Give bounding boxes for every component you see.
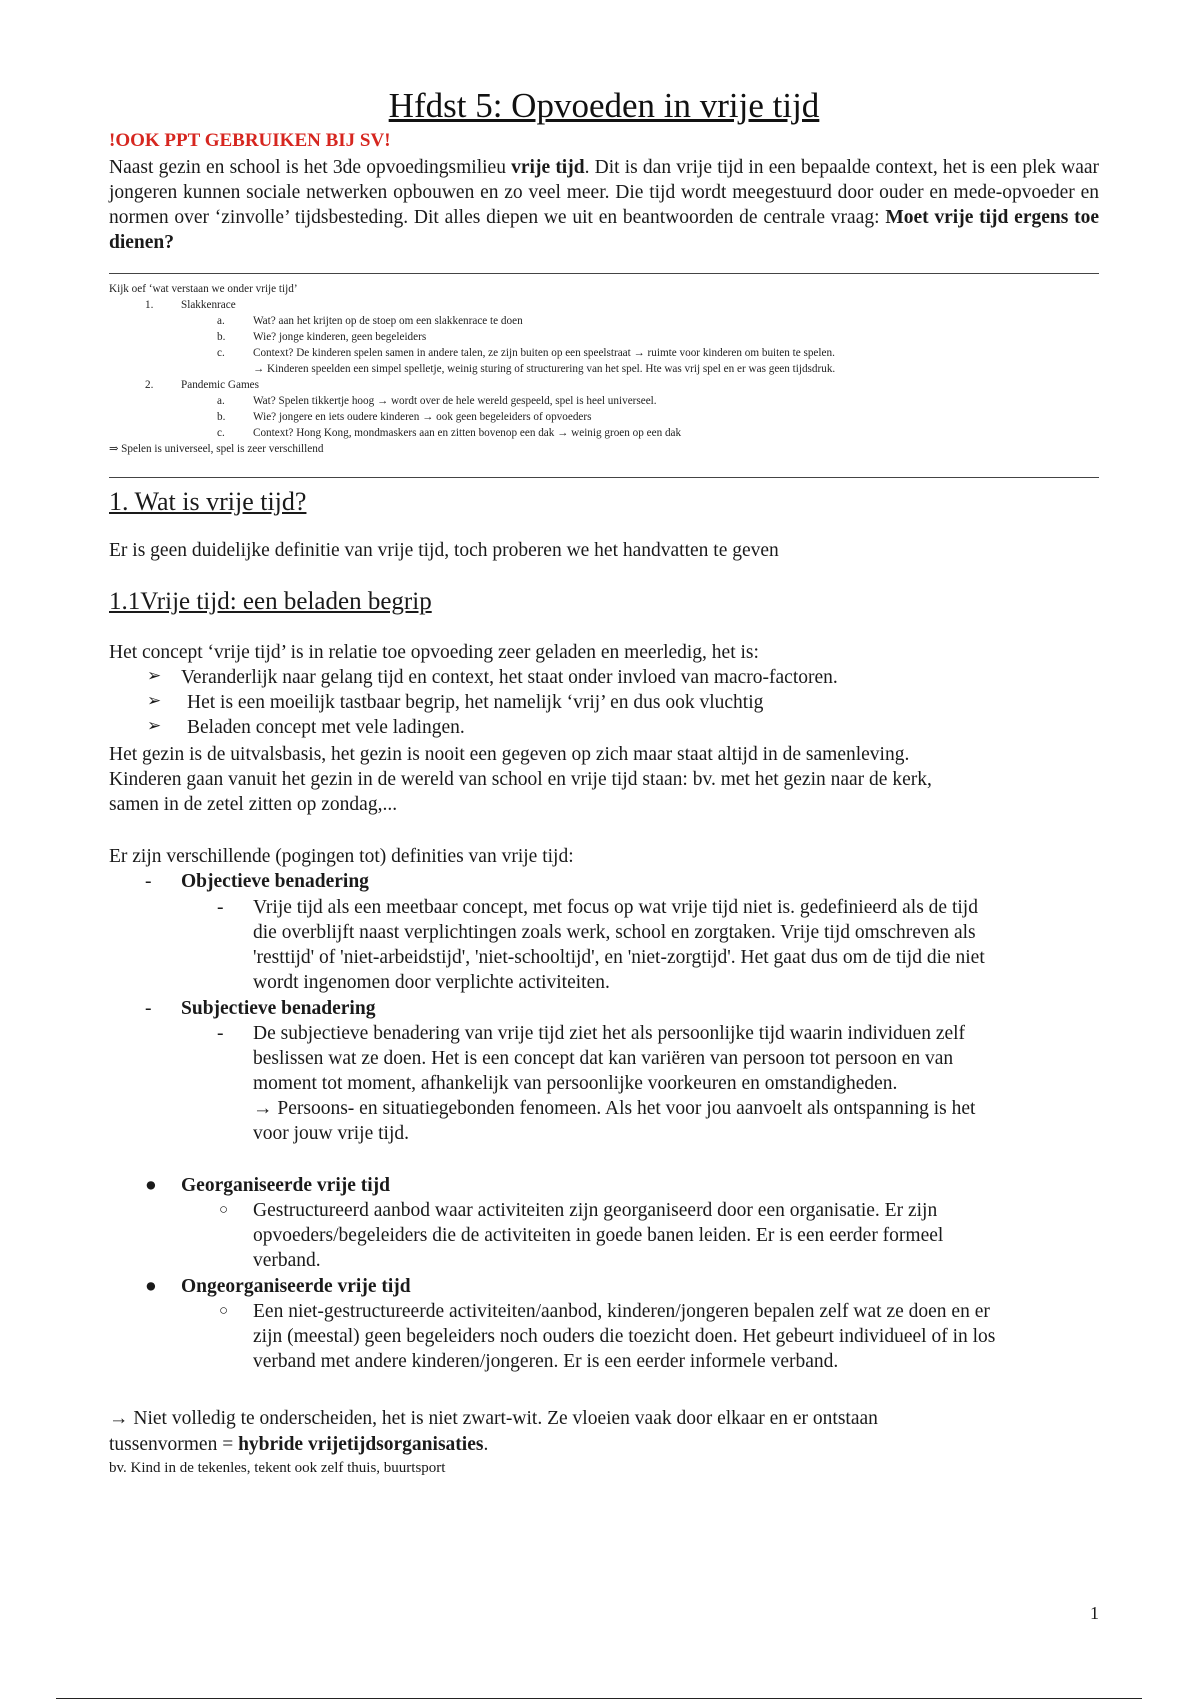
closing-line: → Niet volledig te onderscheiden, het is niet zwart-wit. Ze vloeien vaak door elkaar en er ontstaan	[109, 1408, 878, 1429]
circle-bullet-icon: ○	[219, 1202, 229, 1218]
arrow-list-item: Beladen concept met vele ladingen.	[187, 717, 465, 738]
bullet-dot-icon: ●	[145, 1276, 157, 1297]
notes-sub-letter: c.	[217, 347, 225, 359]
notes-conclusion: ⇒ Spelen is universeel, spel is zeer verschillend	[109, 443, 324, 455]
notes-sub-text: Wie? jonge kinderen, geen begeleiders	[253, 331, 427, 343]
unorganized-line: Een niet-gestructureerde activiteiten/aanbod, kinderen/jongeren bepalen zelf wat ze doen en er	[253, 1301, 990, 1322]
circle-bullet-icon: ○	[219, 1303, 229, 1319]
notes-sub-letter: b.	[217, 331, 226, 343]
arrow-bullet-icon: ➢	[147, 716, 162, 735]
footer-rule	[56, 1698, 1142, 1699]
divider	[109, 273, 1099, 274]
organized-label: Georganiseerde vrije tijd	[181, 1175, 391, 1196]
definitions-lead: Er zijn verschillende (pogingen tot) definities van vrije tijd:	[109, 846, 574, 867]
notes-sub-letter: a.	[217, 395, 225, 407]
notes-sub-text: Wie? jongere en iets oudere kinderen → ook geen begeleiders of opvoeders	[253, 411, 592, 423]
paragraph-line: Het gezin is de uitvalsbasis, het gezin is nooit een gegeven op zich maar staat altijd in de samenleving.	[109, 744, 910, 765]
organized-line: opvoeders/begeleiders die de activiteiten in goede banen leiden. Er is een eerder formeel	[253, 1225, 944, 1246]
subjective-line: voor jouw vrije tijd.	[253, 1123, 409, 1144]
objective-line: 'resttijd' of 'niet-arbeidstijd', 'niet-schooltijd', en 'niet-zorgtijd'. Het gaat dus om de tijd die niet	[253, 947, 985, 968]
notes-sub-letter: b.	[217, 411, 226, 423]
notes-item-number: 2.	[145, 379, 154, 391]
paragraph-line: Kinderen gaan vanuit het gezin in de wereld van school en vrije tijd staan: bv. met het gezin naar de kerk,	[109, 769, 932, 790]
notes-sub-text: Wat? Spelen tikkertje hoog → wordt over de hele wereld gespeeld, spel is heel universeel.	[253, 395, 657, 407]
notes-sub-text: Context? De kinderen spelen samen in andere talen, ze zijn buiten op een speelstraat → ruimte voor kinderen om buiten te spelen.	[253, 347, 835, 359]
notes-sub-text: Wat? aan het krijten op de stoep om een slakkenrace te doen	[253, 315, 523, 327]
divider	[109, 477, 1099, 478]
unorganized-line: zijn (meestal) geen begeleiders noch ouders die toezicht doen. Het gebeurt individueel of in los	[253, 1326, 996, 1347]
objective-line: die overblijft naast verplichtingen zoals werk, school en zorgtaken. Vrije tijd omschreven als	[253, 922, 976, 943]
section-text: Er is geen duidelijke definitie van vrije tijd, toch proberen we het handvatten te geven	[109, 540, 779, 561]
unorganized-line: verband met andere kinderen/jongeren. Er is een eerder informele verband.	[253, 1351, 839, 1372]
subjective-line: beslissen wat ze doen. Het is een concept dat kan variëren van persoon tot persoon en van	[253, 1048, 954, 1069]
example-note: bv. Kind in de tekenles, tekent ook zelf thuis, buurtsport	[109, 1460, 446, 1476]
notes-item-number: 1.	[145, 299, 154, 311]
subjective-label: Subjectieve benadering	[181, 998, 376, 1019]
dash-bullet-icon: -	[217, 897, 224, 918]
page-title: Hfdst 5: Opvoeden in vrije tijd	[388, 86, 820, 125]
arrow-list-item: Het is een moeilijk tastbaar begrip, het namelijk ‘vrij’ en dus ook vluchtig	[187, 692, 764, 713]
notes-item-title: Slakkenrace	[181, 299, 236, 311]
dash-bullet-icon: -	[145, 998, 152, 1019]
arrow-list-item: Veranderlijk naar gelang tijd en context, het staat onder invloed van macro-factoren.	[181, 667, 838, 688]
subjective-line: De subjectieve benadering van vrije tijd ziet het als persoonlijke tijd waarin individuen zelf	[253, 1023, 966, 1044]
warning-note: !OOK PPT GEBRUIKEN BIJ SV!	[109, 130, 391, 151]
notes-sub-letter: a.	[217, 315, 225, 327]
arrow-bullet-icon: ➢	[147, 691, 162, 710]
bullet-dot-icon: ●	[145, 1175, 157, 1196]
closing-line: tussenvormen = hybride vrijetijdsorganisaties.	[109, 1434, 489, 1455]
dash-bullet-icon: -	[145, 871, 152, 892]
objective-line: Vrije tijd als een meetbaar concept, met focus op wat vrije tijd niet is. gedefinieerd als de tijd	[253, 897, 978, 918]
organized-line: verband.	[253, 1250, 321, 1271]
intro-paragraph: Naast gezin en school is het 3de opvoedingsmilieu vrije tijd. Dit is dan vrije tijd in een bepaalde context, het is een plek waar jongeren kunnen sociale netwerken opbouwen en zo veel meer. Die tijd wordt meegestuurd door ouder en mede-opvoeder en normen over ‘zinvolle’ tijdsbesteding. Dit alles diepen we uit en beantwoorden de centrale vraag: Moet vrije tijd ergens toe dienen?	[109, 157, 1100, 253]
page-number: 1	[1090, 1603, 1099, 1623]
organized-line: Gestructureerd aanbod waar activiteiten zijn georganiseerd door een organisatie. Er zijn	[253, 1200, 938, 1221]
unorganized-label: Ongeorganiseerde vrije tijd	[181, 1276, 411, 1297]
notes-sub-letter: c.	[217, 427, 225, 439]
objective-label: Objectieve benadering	[181, 871, 369, 892]
notes-item-title: Pandemic Games	[181, 379, 259, 391]
lead-text: Het concept ‘vrije tijd’ is in relatie toe opvoeding zeer geladen en meerledig, het is:	[109, 642, 759, 663]
arrow-bullet-icon: ➢	[147, 666, 162, 685]
notes-sub-extra: → Kinderen speelden een simpel spelletje, weinig sturing of structurering van het spel. Hte was vrij spel en er was geen tijdsdruk.	[253, 363, 836, 375]
subjective-line: moment tot moment, afhankelijk van persoonlijke voorkeuren en omstandigheden.	[253, 1073, 898, 1094]
section-heading: 1. Wat is vrije tijd?	[109, 487, 307, 516]
notes-sub-text: Context? Hong Kong, mondmaskers aan en zitten bovenop een dak → weinig groen op een dak	[253, 427, 682, 439]
dash-bullet-icon: -	[217, 1023, 224, 1044]
subjective-line: → Persoons- en situatiegebonden fenomeen. Als het voor jou aanvoelt als ontspanning is het	[253, 1098, 976, 1119]
notes-header: Kijk oef ‘wat verstaan we onder vrije tijd’	[109, 283, 298, 295]
paragraph-line: samen in de zetel zitten op zondag,...	[109, 794, 398, 815]
subsection-heading: 1.1Vrije tijd: een beladen begrip	[109, 588, 432, 615]
objective-line: wordt ingenomen door verplichte activiteiten.	[253, 972, 610, 993]
